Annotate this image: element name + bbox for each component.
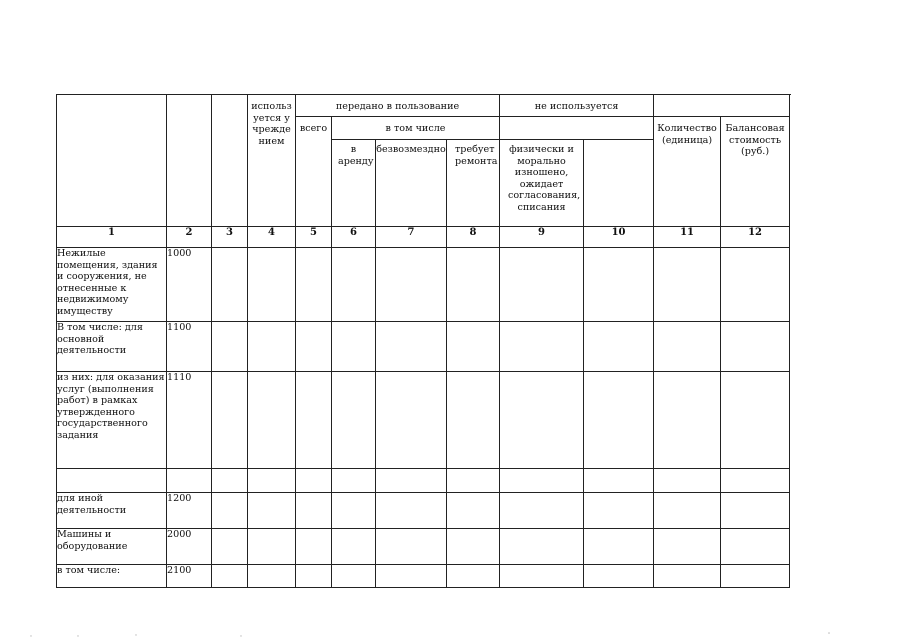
header-used-by-institution: используется учреждением xyxy=(248,95,296,227)
header-book-value: Балансовая стоимость (руб.) xyxy=(721,117,790,227)
row-code: 1000 xyxy=(167,248,212,322)
column-number: 4 xyxy=(248,227,296,248)
header-blank-col2 xyxy=(167,95,212,227)
scan-bottom-marks xyxy=(0,630,906,640)
table-row xyxy=(57,565,790,588)
row-label xyxy=(57,469,167,493)
column-number: 2 xyxy=(167,227,212,248)
row-code xyxy=(167,469,212,493)
header-not-used: не используется xyxy=(500,95,654,117)
row-label: Машины и оборудование xyxy=(57,529,167,565)
row-label: Нежилые помещения, здания и сооружения, не отнесенные к недвижимому имуществу xyxy=(57,248,167,322)
column-number: 7 xyxy=(376,227,447,248)
header-blank-col10 xyxy=(584,140,654,227)
table-row xyxy=(57,493,790,529)
column-number: 9 xyxy=(500,227,584,248)
table-row xyxy=(57,469,790,493)
column-number: 12 xyxy=(721,227,790,248)
header-rent: в аренду xyxy=(332,140,376,227)
row-label: в том числе: xyxy=(57,565,167,588)
property-register-table xyxy=(56,94,790,588)
header-total: всего xyxy=(296,117,332,227)
header-transferred-to-use: передано в пользование xyxy=(296,95,500,117)
row-label: из них: для оказания услуг (выполнения работ) в рамках утвержденного государственного задания xyxy=(57,372,167,469)
column-number: 1 xyxy=(57,227,167,248)
column-number: 5 xyxy=(296,227,332,248)
table-row xyxy=(57,372,790,469)
header-obsolete: физически и морально изношено, ожидает согласования, списания xyxy=(500,140,584,227)
row-code: 2000 xyxy=(167,529,212,565)
row-code: 1100 xyxy=(167,322,212,372)
header-blank-top-right xyxy=(654,95,790,117)
row-code: 2100 xyxy=(167,565,212,588)
header-blank-col1 xyxy=(57,95,167,227)
column-number: 6 xyxy=(332,227,376,248)
column-number-row xyxy=(57,227,790,248)
header-row-1 xyxy=(57,95,790,117)
row-code: 1200 xyxy=(167,493,212,529)
table-row xyxy=(57,529,790,565)
table-row xyxy=(57,322,790,372)
header-quantity: Количество (единица) xyxy=(654,117,721,227)
header-needs-repair: требует ремонта xyxy=(447,140,500,227)
row-label: для иной деятельности xyxy=(57,493,167,529)
row-code: 1110 xyxy=(167,372,212,469)
column-number: 3 xyxy=(212,227,248,248)
header-free-of-charge: безвозмездно xyxy=(376,140,447,227)
header-including: в том числе xyxy=(332,117,500,140)
header-blank-under-not-used xyxy=(500,117,654,140)
column-number: 8 xyxy=(447,227,500,248)
header-blank-col3 xyxy=(212,95,248,227)
table-row xyxy=(57,248,790,322)
column-number: 10 xyxy=(584,227,654,248)
row-label: В том числе: для основной деятельности xyxy=(57,322,167,372)
column-number: 11 xyxy=(654,227,721,248)
